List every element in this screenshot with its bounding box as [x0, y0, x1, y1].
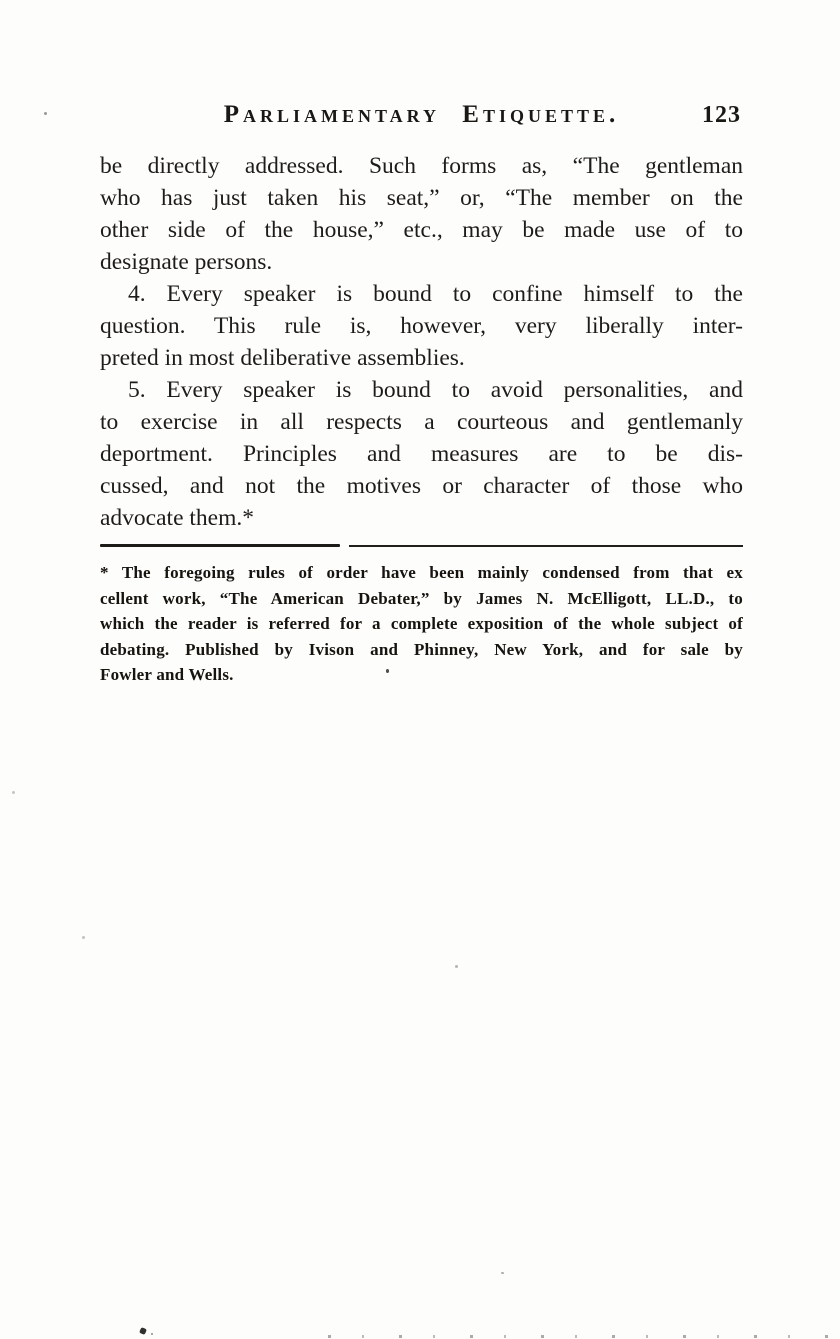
- body-line: 5. Every speaker is bound to avoid personalities, and: [128, 377, 743, 403]
- ink-speck: [386, 669, 389, 673]
- ink-speck: [82, 936, 85, 939]
- ink-speck: [151, 1333, 153, 1335]
- text-column: [100, 101, 743, 688]
- body-line: deportment. Principles and measures are to be dis-: [100, 441, 743, 467]
- footnote-line: Fowler and Wells.: [100, 665, 234, 684]
- footnote-line: debating. Published by Ivison and Phinney, New York, and for sale by: [100, 639, 743, 659]
- ink-speck: [44, 112, 47, 115]
- paragraph: [100, 150, 743, 278]
- ink-speck: [455, 965, 458, 968]
- body-line: be directly addressed. Such forms as, “The gentleman: [100, 153, 743, 179]
- footnote-line: cellent work, “The American Debater,” by James N. McElligott, LL.D., to: [100, 588, 743, 608]
- footnote-line: * The foregoing rules of order have been mainly condensed from that ex: [100, 563, 743, 582]
- running-title: Parliamentary Etiquette.: [223, 101, 620, 128]
- ink-speck: [139, 1327, 147, 1335]
- body-line: preted in most deliberative assemblies.: [100, 345, 465, 371]
- ink-speck: [12, 791, 15, 794]
- paragraph: [100, 278, 743, 374]
- page-header: [100, 101, 743, 135]
- body-text: [100, 150, 743, 534]
- scan-edge-artifact: [328, 1335, 838, 1338]
- ink-speck: [501, 1272, 504, 1274]
- body-line: question. This rule is, however, very liberally inter-: [100, 313, 743, 339]
- body-line: 4. Every speaker is bound to confine himself to the: [128, 281, 743, 307]
- body-line: cussed, and not the motives or character of those who: [100, 473, 743, 499]
- body-line: advocate them.*: [100, 505, 254, 531]
- page-number: 123: [702, 102, 741, 128]
- divider-segment-left: [100, 544, 340, 547]
- body-line: to exercise in all respects a courteous and gentlemanly: [100, 409, 743, 435]
- footnote: [100, 560, 743, 688]
- divider-segment-right: [349, 545, 743, 547]
- body-line: other side of the house,” etc., may be made use of to: [100, 217, 743, 243]
- body-line: who has just taken his seat,” or, “The member on the: [100, 185, 743, 211]
- paragraph: [100, 374, 743, 534]
- footnote-line: which the reader is referred for a complete exposition of the whole subject of: [100, 614, 743, 633]
- footnote-divider: [100, 544, 743, 548]
- body-line: designate persons.: [100, 249, 273, 275]
